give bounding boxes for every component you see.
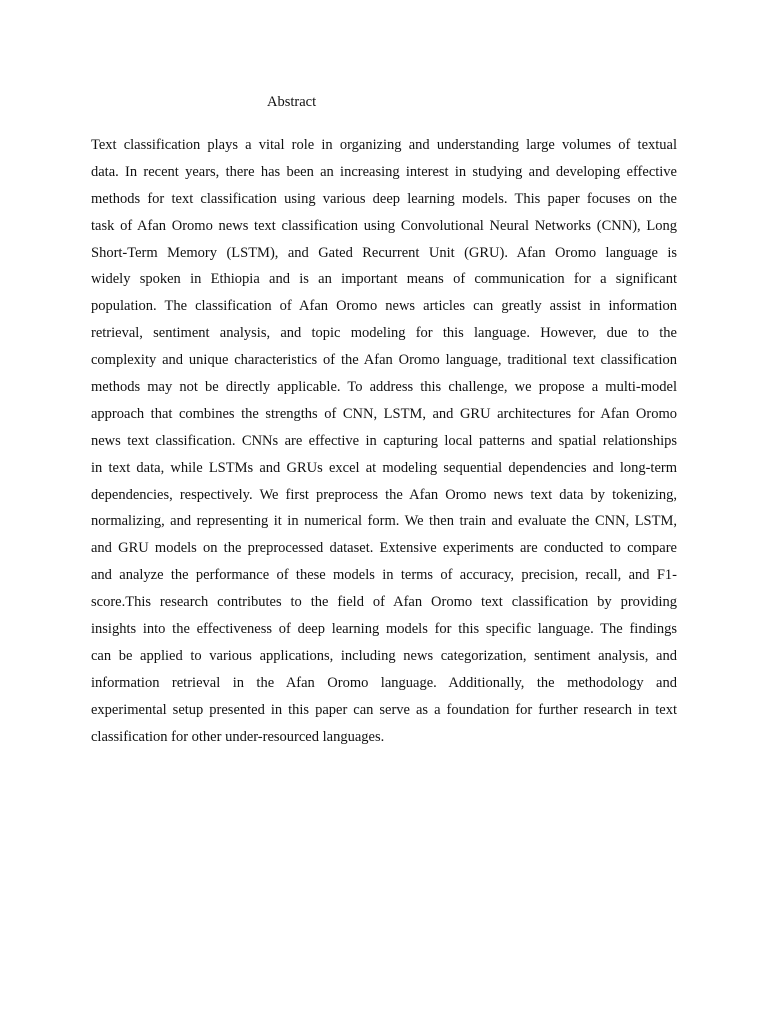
abstract-line: retrieval, sentiment analysis, and topic modeling for this language. However, due to the <box>91 325 677 342</box>
abstract-line: widely spoken in Ethiopia and is an important means of communication for a significant <box>91 271 677 288</box>
abstract-line: data. In recent years, there has been an increasing interest in studying and developing effective <box>91 163 677 180</box>
abstract-line: classification for other under-resourced languages. <box>91 728 385 745</box>
abstract-line: information retrieval in the Afan Oromo language. Additionally, the methodology and <box>91 674 677 691</box>
abstract-line: insights into the effectiveness of deep learning models for this specific language. The findings <box>91 621 677 638</box>
abstract-line: in text data, while LSTMs and GRUs excel at modeling sequential dependencies and long-term <box>91 459 677 476</box>
abstract-line: dependencies, respectively. We first preprocess the Afan Oromo news text data by tokenizing, <box>91 486 677 503</box>
abstract-line: methods may not be directly applicable. To address this challenge, we propose a multi-model <box>91 379 677 396</box>
abstract-line: Text classification plays a vital role in organizing and understanding large volumes of textual <box>91 137 677 153</box>
abstract-line: complexity and unique characteristics of the Afan Oromo language, traditional text classification <box>91 352 677 369</box>
abstract-body <box>91 132 677 750</box>
abstract-line: and analyze the performance of these models in terms of accuracy, precision, recall, and F1- <box>91 567 677 584</box>
abstract-line: news text classification. CNNs are effective in capturing local patterns and spatial relationships <box>91 432 677 449</box>
abstract-line: Short-Term Memory (LSTM), and Gated Recurrent Unit (GRU). Afan Oromo language is <box>91 244 677 261</box>
abstract-line: task of Afan Oromo news text classification using Convolutional Neural Networks (CNN), Long <box>91 217 677 234</box>
abstract-line: population. The classification of Afan Oromo news articles can greatly assist in information <box>91 298 677 315</box>
abstract-line: normalizing, and representing it in numerical form. We then train and evaluate the CNN, LSTM, <box>91 513 677 530</box>
abstract-line: score.This research contributes to the field of Afan Oromo text classification by providing <box>91 594 677 611</box>
abstract-line: and GRU models on the preprocessed dataset. Extensive experiments are conducted to compare <box>91 540 677 557</box>
abstract-line: methods for text classification using various deep learning models. This paper focuses on the <box>91 190 677 207</box>
abstract-line: can be applied to various applications, including news categorization, sentiment analysis, and <box>91 647 677 664</box>
abstract-line: approach that combines the strengths of CNN, LSTM, and GRU architectures for Afan Oromo <box>91 405 677 422</box>
abstract-line: experimental setup presented in this paper can serve as a foundation for further research in text <box>91 701 677 718</box>
abstract-heading: Abstract <box>267 94 317 110</box>
